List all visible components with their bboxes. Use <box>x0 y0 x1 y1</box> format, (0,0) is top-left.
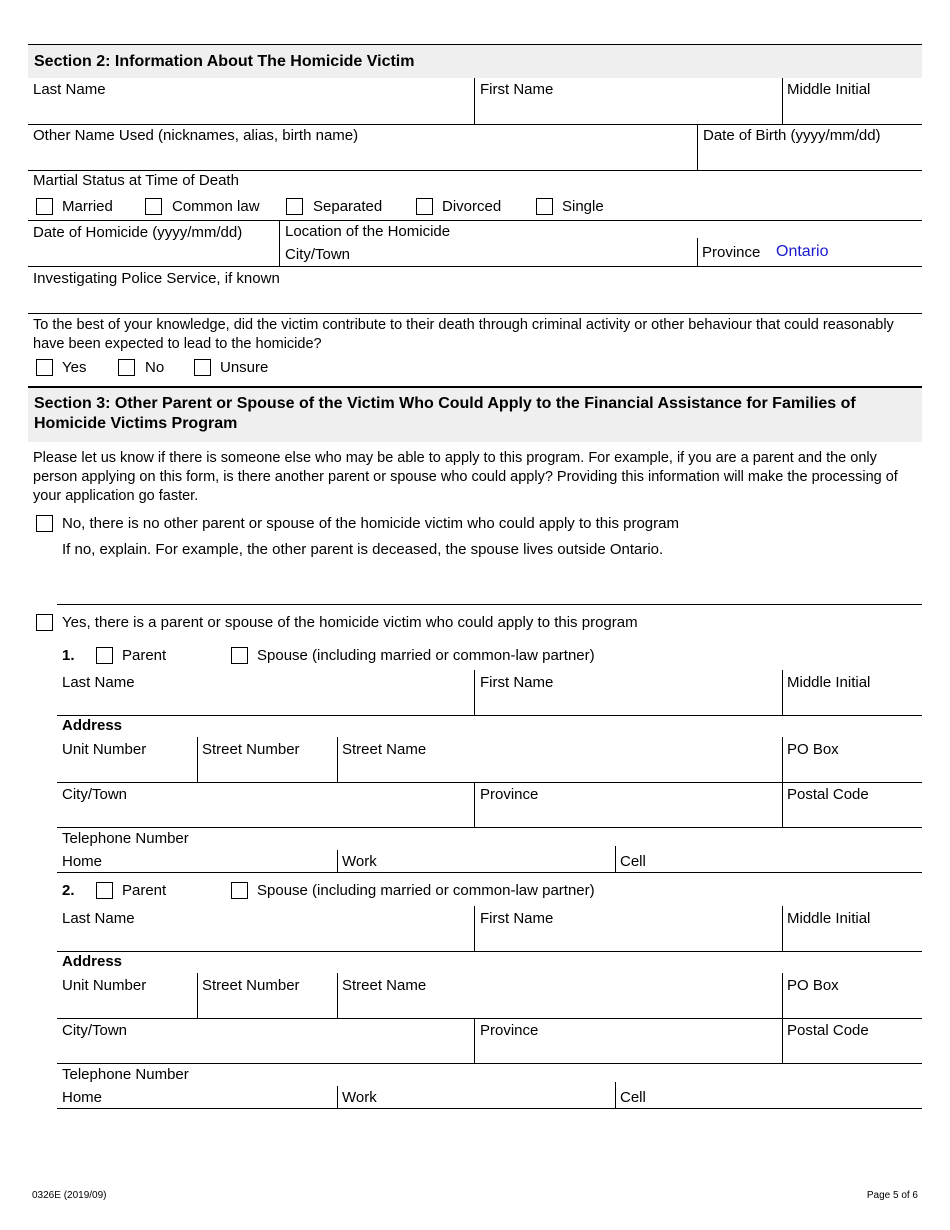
divider <box>474 78 475 124</box>
victim-other-name-label: Other Name Used (nicknames, alias, birth name) <box>33 127 359 144</box>
marital-separated-checkbox[interactable] <box>286 198 303 215</box>
contribution-question: To the best of your knowledge, did the victim contribute to their death through criminal activity or other behaviour that could reasonably have been expected to lead to the homicide? <box>33 317 894 352</box>
homicide-city-label: City/Town <box>285 246 351 263</box>
person2-parent-label: Parent <box>122 882 167 899</box>
person1-home-label: Home <box>62 853 103 870</box>
divider <box>197 737 198 782</box>
person1-number: 1. <box>62 647 75 664</box>
person2-home-label: Home <box>62 1089 103 1106</box>
section2-title: Section 2: Information About The Homicide Victim <box>34 53 415 70</box>
divider <box>57 1108 922 1109</box>
divider <box>782 973 783 1018</box>
person2-middle-initial-label: Middle Initial <box>787 910 871 927</box>
contribution-yes-checkbox[interactable] <box>36 359 53 376</box>
divider <box>57 827 922 828</box>
police-service-label: Investigating Police Service, if known <box>33 270 280 287</box>
person1-telephone-label: Telephone Number <box>62 830 189 847</box>
section3-title: Section 3: Other Parent or Spouse of the Victim Who Could Apply to the Financial Assistance for Families of Homicide Victims Program <box>34 395 856 432</box>
divider <box>474 670 475 715</box>
victim-last-name-label: Last Name <box>33 81 106 98</box>
person1-first-name-label: First Name <box>480 674 554 691</box>
person1-last-name-label: Last Name <box>62 674 135 691</box>
section3-header <box>28 388 922 442</box>
victim-first-name-label: First Name <box>480 81 554 98</box>
person2-last-name-label: Last Name <box>62 910 135 927</box>
marital-separated-label: Separated <box>313 198 383 215</box>
person1-po-box-label: PO Box <box>787 741 839 758</box>
contribution-unsure-label: Unsure <box>220 359 269 376</box>
marital-single-checkbox[interactable] <box>536 198 553 215</box>
yes-other-parent-label: Yes, there is a parent or spouse of the homicide victim who could apply to this program <box>62 614 638 631</box>
divider <box>57 782 922 783</box>
person1-address-label: Address <box>62 717 123 734</box>
divider <box>28 220 922 221</box>
marital-divorced-label: Divorced <box>442 198 502 215</box>
person1-spouse-label: Spouse (including married or common-law partner) <box>257 647 595 664</box>
divider <box>57 715 922 716</box>
person1-province-label: Province <box>480 786 539 803</box>
person2-street-number-label: Street Number <box>202 977 300 994</box>
divider <box>57 1063 922 1064</box>
victim-middle-initial-label: Middle Initial <box>787 81 871 98</box>
divider <box>337 1086 338 1108</box>
no-other-parent-checkbox[interactable] <box>36 515 53 532</box>
marital-status-label: Martial Status at Time of Death <box>33 172 239 189</box>
divider <box>782 906 783 951</box>
person2-province-label: Province <box>480 1022 539 1039</box>
person1-street-name-label: Street Name <box>342 741 427 758</box>
marital-common-law-checkbox[interactable] <box>145 198 162 215</box>
contribution-no-checkbox[interactable] <box>118 359 135 376</box>
divider <box>474 1018 475 1063</box>
victim-dob-label: Date of Birth (yyyy/mm/dd) <box>703 127 881 144</box>
divider <box>337 850 338 872</box>
person2-parent-checkbox[interactable] <box>96 882 113 899</box>
person1-spouse-checkbox[interactable] <box>231 647 248 664</box>
person2-address-label: Address <box>62 953 123 970</box>
divider <box>28 170 922 171</box>
divider <box>697 124 698 170</box>
homicide-province-label: Province <box>702 244 761 261</box>
divider <box>782 78 783 124</box>
divider <box>57 604 922 605</box>
divider <box>474 782 475 827</box>
section3-intro: Please let us know if there is someone else who may be able to apply to this program. For example, if you are a parent and the only person applying on this form, is there another parent or spouse who could apply? Providing this information will make the processing of your application go faster. <box>33 450 898 504</box>
person2-number: 2. <box>62 882 75 899</box>
person2-spouse-checkbox[interactable] <box>231 882 248 899</box>
person1-city-label: City/Town <box>62 786 128 803</box>
person1-unit-label: Unit Number <box>62 741 147 758</box>
person2-unit-label: Unit Number <box>62 977 147 994</box>
marital-common-law-label: Common law <box>172 198 260 215</box>
section2-header <box>28 45 922 78</box>
page-number: Page 5 of 6 <box>866 1190 918 1201</box>
person2-spouse-label: Spouse (including married or common-law partner) <box>257 882 595 899</box>
person2-street-name-label: Street Name <box>342 977 427 994</box>
divider <box>337 737 338 782</box>
person1-work-label: Work <box>342 853 377 870</box>
person1-parent-checkbox[interactable] <box>96 647 113 664</box>
divider <box>782 782 783 827</box>
contribution-yes-label: Yes <box>62 359 87 376</box>
contribution-no-label: No <box>145 359 165 376</box>
person1-cell-label: Cell <box>620 853 646 870</box>
form-id: 0326E (2019/09) <box>32 1190 107 1201</box>
person2-postal-label: Postal Code <box>787 1022 869 1039</box>
divider <box>28 266 922 267</box>
divider <box>28 124 922 125</box>
person2-first-name-label: First Name <box>480 910 554 927</box>
divider <box>474 906 475 951</box>
homicide-province-value[interactable]: Ontario <box>776 243 829 260</box>
person2-work-label: Work <box>342 1089 377 1106</box>
person2-telephone-label: Telephone Number <box>62 1066 189 1083</box>
no-other-parent-label: No, there is no other parent or spouse of the homicide victim who could apply to this program <box>62 515 679 532</box>
contribution-unsure-checkbox[interactable] <box>194 359 211 376</box>
marital-married-label: Married <box>62 198 113 215</box>
date-of-homicide-label: Date of Homicide (yyyy/mm/dd) <box>33 224 243 241</box>
divider <box>279 220 280 266</box>
divider <box>28 313 922 314</box>
homicide-location-label: Location of the Homicide <box>285 223 451 240</box>
no-other-parent-explain-label: If no, explain. For example, the other parent is deceased, the spouse lives outside Ontario. <box>62 541 664 558</box>
divider <box>782 1018 783 1063</box>
divider <box>57 951 922 952</box>
marital-single-label: Single <box>562 198 604 215</box>
divider <box>57 1018 922 1019</box>
person1-middle-initial-label: Middle Initial <box>787 674 871 691</box>
divider <box>337 973 338 1018</box>
divider <box>615 846 616 872</box>
divider <box>782 670 783 715</box>
person2-po-box-label: PO Box <box>787 977 839 994</box>
marital-married-checkbox[interactable] <box>36 198 53 215</box>
divider <box>197 973 198 1018</box>
person2-cell-label: Cell <box>620 1089 646 1106</box>
yes-other-parent-checkbox[interactable] <box>36 614 53 631</box>
divider <box>697 238 698 266</box>
person2-city-label: City/Town <box>62 1022 128 1039</box>
person1-street-number-label: Street Number <box>202 741 300 758</box>
person1-postal-label: Postal Code <box>787 786 869 803</box>
person1-parent-label: Parent <box>122 647 167 664</box>
divider <box>57 872 922 873</box>
divider <box>782 737 783 782</box>
marital-divorced-checkbox[interactable] <box>416 198 433 215</box>
divider <box>615 1082 616 1108</box>
